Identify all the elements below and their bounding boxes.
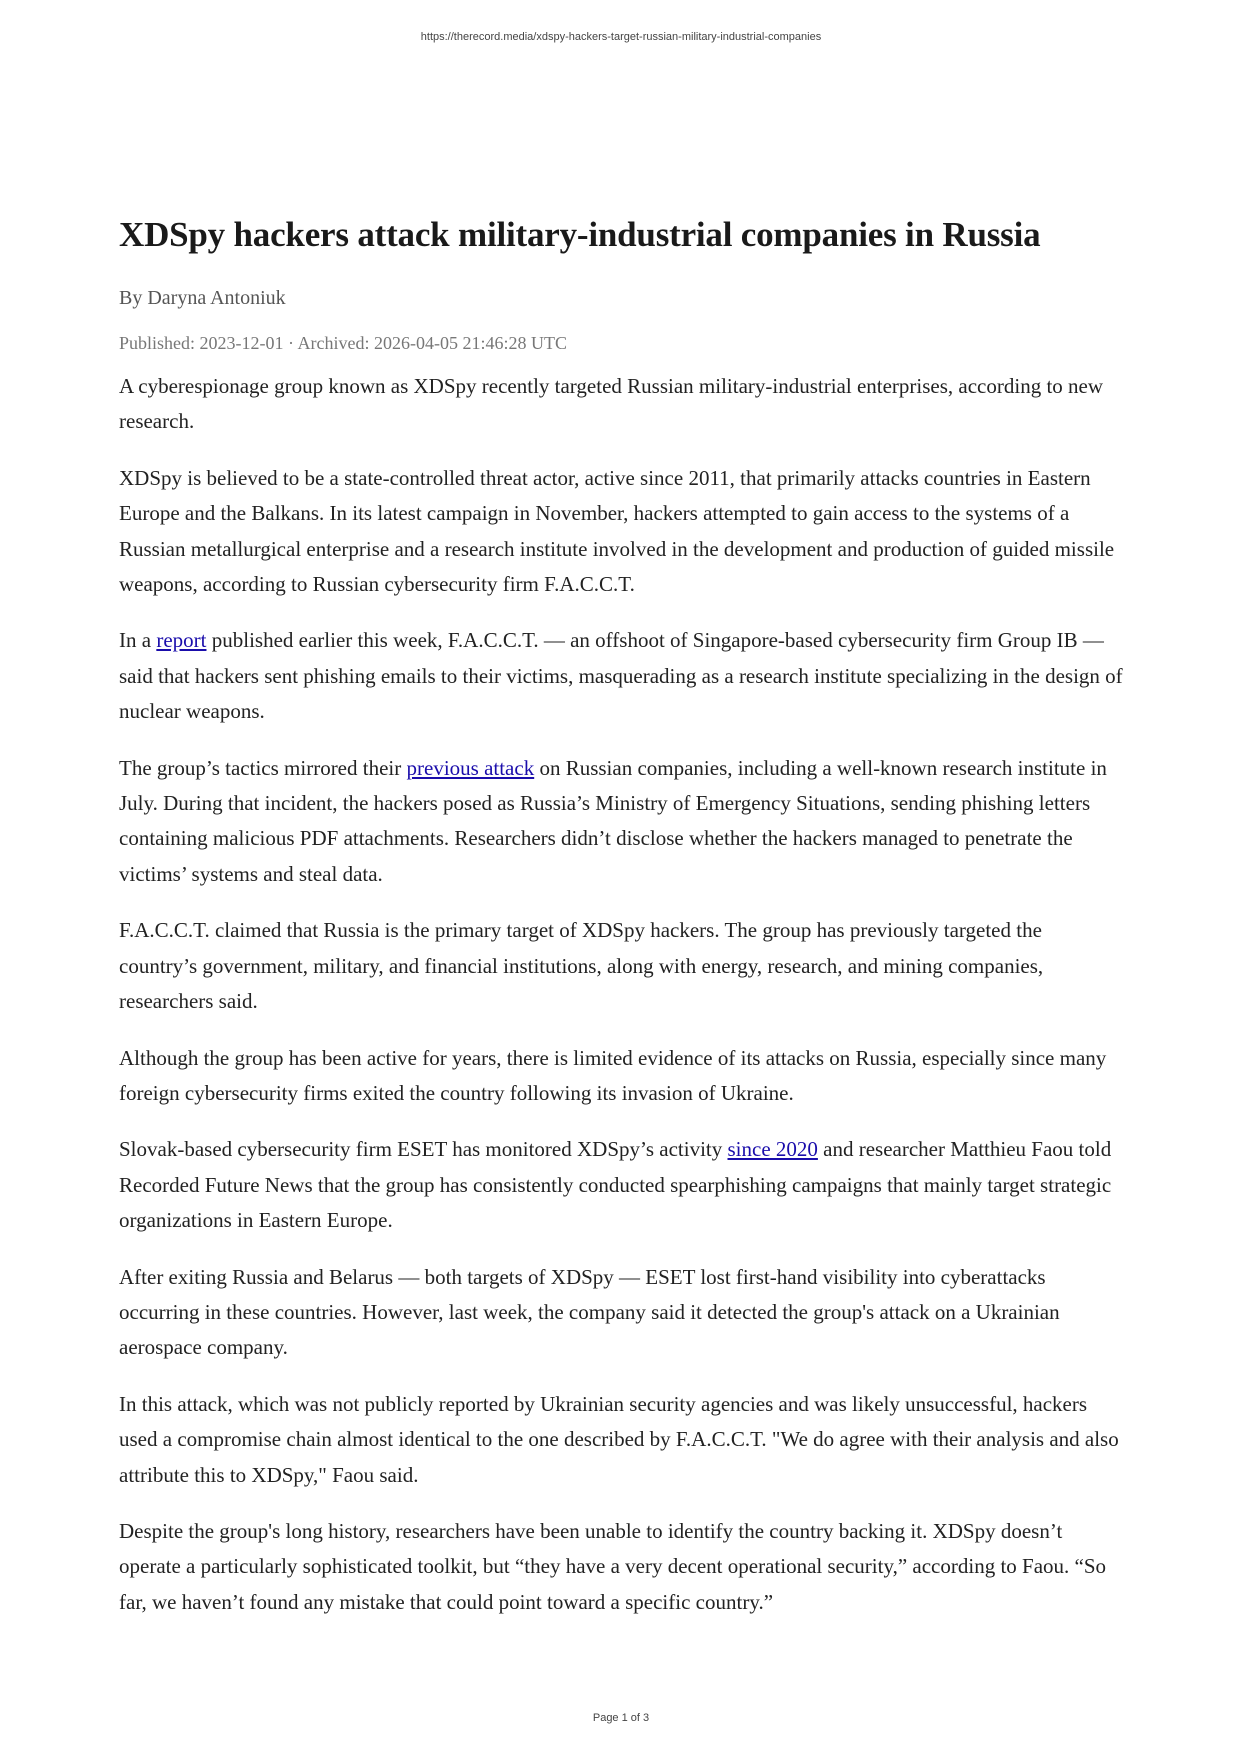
paragraph-8: After exiting Russia and Belarus — both targets of XDSpy — ESET lost first-hand visibility into cyberattacks occurring in these countries. However, last week, the company said it detected the group's attack on a Ukrainian aerospace company.: [119, 1264, 1060, 1360]
report-link[interactable]: report: [156, 628, 207, 653]
article-title: XDSpy hackers attack military-industrial companies in Russia: [119, 215, 1041, 254]
page-url: https://therecord.media/xdspy-hackers-target-russian-military-industrial-companies: [420, 31, 822, 43]
paragraph-4: [119, 751, 1124, 893]
paragraph-text: and researcher Matthieu Faou told Recorded Future News that the group has consistently conducted spearphishing campaigns that mainly target strategic organizations in Eastern Europe.: [119, 1137, 1112, 1233]
article-body: [119, 369, 1124, 1620]
paragraph-text: on Russian companies, including a well-known research institute in July. During that incident, the hackers posed as Russia’s Ministry of Emergency Situations, sending phishing letters containing malicious PDF attachments. Researchers didn’t disclose whether the hackers managed to penetrate the victims’ systems and steal data.: [119, 755, 1107, 886]
previous-attack-link[interactable]: previous attack: [406, 755, 535, 780]
paragraph-text: The group’s tactics mirrored their: [119, 755, 407, 780]
paragraph-text: Slovak-based cybersecurity firm ESET has monitored XDSpy’s activity: [119, 1137, 728, 1162]
paragraph-7: [119, 1132, 1124, 1238]
publish-meta: Published: 2023-12-01 · Archived: 2026-04-05 21:46:28 UTC: [119, 333, 567, 353]
paragraph-3: [119, 623, 1124, 729]
byline: By Daryna Antoniuk: [119, 287, 286, 309]
article: [119, 211, 1124, 1641]
paragraph-6: Although the group has been active for years, there is limited evidence of its attacks on Russia, especially since many foreign cybersecurity firms exited the country following its invasion of Ukraine.: [119, 1045, 1107, 1105]
paragraph-10: Despite the group's long history, researchers have been unable to identify the country backing it. XDSpy doesn’t operate a particularly sophisticated toolkit, but “they have a very decent operational security,” according to Faou. “So far, we haven’t found any mistake that could point toward a specific country.”: [119, 1518, 1107, 1614]
paragraph-5: F.A.C.C.T. claimed that Russia is the primary target of XDSpy hackers. The group has previously targeted the country’s government, military, and financial institutions, along with energy, research, and mining companies, researchers said.: [119, 918, 1044, 1014]
page-number: Page 1 of 3: [592, 1712, 650, 1724]
paragraph-2: XDSpy is believed to be a state-controlled threat actor, active since 2011, that primarily attacks countries in Eastern Europe and the Balkans. In its latest campaign in November, hackers attempted to gain access to the systems of a Russian metallurgical enterprise and a research institute involved in the development and production of guided missile weapons, according to Russian cybersecurity firm F.A.C.C.T.: [119, 465, 1115, 597]
paragraph-9: In this attack, which was not publicly reported by Ukrainian security agencies and was likely unsuccessful, hackers used a compromise chain almost identical to the one described by F.A.C.C.T. "We do agree with their analysis and also attribute this to XDSpy," Faou said.: [119, 1391, 1119, 1487]
paragraph-text: published earlier this week, F.A.C.C.T. — an offshoot of Singapore-based cybersecurity firm Group IB — said that hackers sent phishing emails to their victims, masquerading as a research institute specializing in the design of nuclear weapons.: [119, 628, 1123, 724]
since-2020-link[interactable]: since 2020: [727, 1137, 818, 1162]
paragraph-1: A cyberespionage group known as XDSpy recently targeted Russian military-industrial enterprises, according to new research.: [119, 374, 1104, 434]
paragraph-text: In a: [119, 628, 157, 653]
